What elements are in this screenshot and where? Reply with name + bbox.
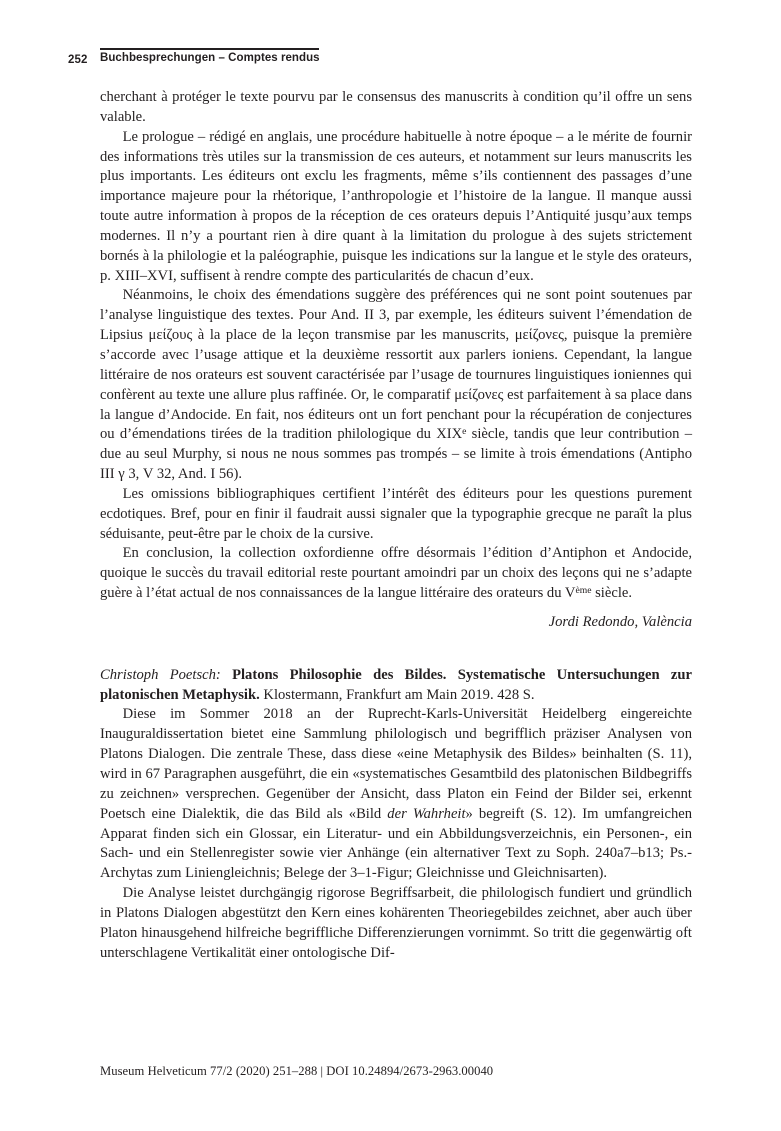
review-book-title: Platons Philosophie des Bildes. Systematische Untersuchungen zur platonischen Metaphysik. xyxy=(100,666,692,703)
reviewer-signature: Jordi Redondo, València xyxy=(548,613,692,630)
quoted-phrase-der-wahrheit: der Wahrheit xyxy=(387,805,466,822)
greek-word-meizous: μείζους xyxy=(148,327,193,344)
emendations-part-3: , puisque la première s’accorde avec l’usage attique et la deuxième ressortit aux parlers ioniens. Cependant, la langue littéraire de nos orateurs est souvent caractérisée par l’usage de tournures linguistiques ioniennes qui confèrent au texte une allure plus raffinée. Or, le comparatif xyxy=(100,327,692,403)
page-footer: Museum Helveticum 77/2 (2020) 251–288 | DOI 10.24894/2673-2963.00040 xyxy=(100,1064,494,1078)
conclusion-part-2: siècle. xyxy=(591,585,633,602)
ordinal-superscript-e: e xyxy=(462,426,467,438)
paragraph-emendations xyxy=(100,286,692,484)
text-column xyxy=(100,88,692,963)
emendations-part-5: siècle, tandis que leur contribution – due au seul Murphy, si nous ne nous sommes pas trompés – se limite à trois émendations (Antipho III γ 3, V 32, And. I 56). xyxy=(100,426,693,483)
dissertation-part-1: Diese im Sommer 2018 an der Ruprecht-Karls-Universität Heidelberg eingereichte Inauguraldissertation bietet eine Sammlung philologisch und begrifflich präziser Analysen von Platons Dialogen. Die zentrale These, dass diese «eine Metaphysik des Bildes» beinhalten (S. 11), wird in 67 Paragraphen ausgeführt, die ein «systematisches Gesamtbild des platonischen Bildbegriffs zu zeichnen» versprechen. Gegenüber der Ansicht, dass Platon ein Feind der Bilder sei, erkennt Poetsch eine Dialektik, die das Bild als «Bild xyxy=(100,706,692,822)
paragraph-prologue: Le prologue – rédigé en anglais, une procédure habituelle à notre époque – a le mérite de fournir des informations très utiles sur la transmission de ces auteurs, et notamment sur leurs manuscrits les plus importants. Les éditeurs ont exclu les fragments, même s’ils contiennent des passages d’une importance majeure pour la rhétorique, l’anthropologie et l’histoire de la langue. Il manque aussi toute autre information à propos de la réception de ces orateurs depuis l’Antiquité jusqu’aux temps modernes. Il n’y a pourtant rien à dire quant à la limitation du prologue à des sujets strictement bornés à la philologie et la paléographie, puisque les indications sur la langue et le style des orateurs, p. XIII–XVI, suffisent à rendre compte des particularités de chacun d’eux. xyxy=(100,128,692,284)
page-number: 252 xyxy=(68,54,88,66)
emendations-part-4: est parfaitement à sa place dans la langue d’Andocide. En fait, nos éditeurs ont un fort penchant pour la récupération de conjectures ou d’émendations tirées de la tradition philologique du XIX xyxy=(100,386,692,443)
running-head-content xyxy=(100,48,713,64)
horizontal-rule xyxy=(100,48,319,50)
paragraph-conclusion xyxy=(100,544,692,604)
review-heading xyxy=(100,666,692,706)
ordinal-superscript-eme: ème xyxy=(575,585,592,597)
paragraph-dissertation xyxy=(100,705,692,884)
conclusion-part-1: En conclusion, la collection oxfordienne offre désormais l’édition d’Antiphon et Andocide, quoique le succès du travail editorial reste pourtant amoindri par un choix des leçons qui ne s’adapte guère à l’état actual de nos connaissances de la langue littéraire des orateurs du V xyxy=(100,545,692,602)
paragraph-analysis: Die Analyse leistet durchgängig rigorose Begriffsarbeit, die philologisch fundiert und gründlich in Platons Dialogen abgestützt den Kern eines kohärenten Theoriegebildes zeichnet, aber auch über Platon hinausgehend hilfreiche begriffliche Differenzierungen vornimmt. So tritt die gegenwärtig oft unterschlagene Vertikalität einer ontologische Dif- xyxy=(100,885,692,961)
greek-word-meizones-2: μείζονες xyxy=(454,386,504,403)
running-head xyxy=(68,48,713,72)
paragraph-omissions: Les omissions bibliographiques certifient l’intérêt des éditeurs pour les questions purement ecdotiques. Bref, pour en finir il faudrait aussi signaler que la typographie grecque ne paraît la plus séduisante, peut-être par le choix de la cursive. xyxy=(100,485,692,542)
review-author: Christoph Poetsch: xyxy=(100,666,221,683)
dissertation-part-2: » begreift (S. 12). Im umfangreichen Apparat finden sich ein Glossar, ein Literatur- und ein Abbildungsverzeichnis, ein Personen-, ein Sach- und ein Stellenregister sowie vier Anhänge (ein alternativer Text zu Soph. 240a7–b13; Ps.-Archytas zum Liniengleichnis; Belege der 3–1-Figur; Gleichnisse und Gleichnisarten). xyxy=(100,805,693,882)
review-imprint: Klostermann, Frankfurt am Main 2019. 428 S. xyxy=(259,686,535,703)
emendations-part-1: Néanmoins, le choix des émendations suggère des préférences qui ne sont point soutenues par l’analyse linguistique des textes. Pour And. II 3, par exemple, les éditeurs suivent l’émendation de Lipsius xyxy=(100,287,692,344)
emendations-part-2: à la place de la leçon transmise par les manuscrits, xyxy=(192,327,515,344)
paragraph-continuation: cherchant à protéger le texte pourvu par le consensus des manuscrits à condition qu’il offre un sens valable. xyxy=(100,89,692,125)
greek-word-meizones-1: μείζονες xyxy=(514,327,564,344)
running-head-title: Buchbesprechungen – Comptes rendus xyxy=(100,52,320,64)
